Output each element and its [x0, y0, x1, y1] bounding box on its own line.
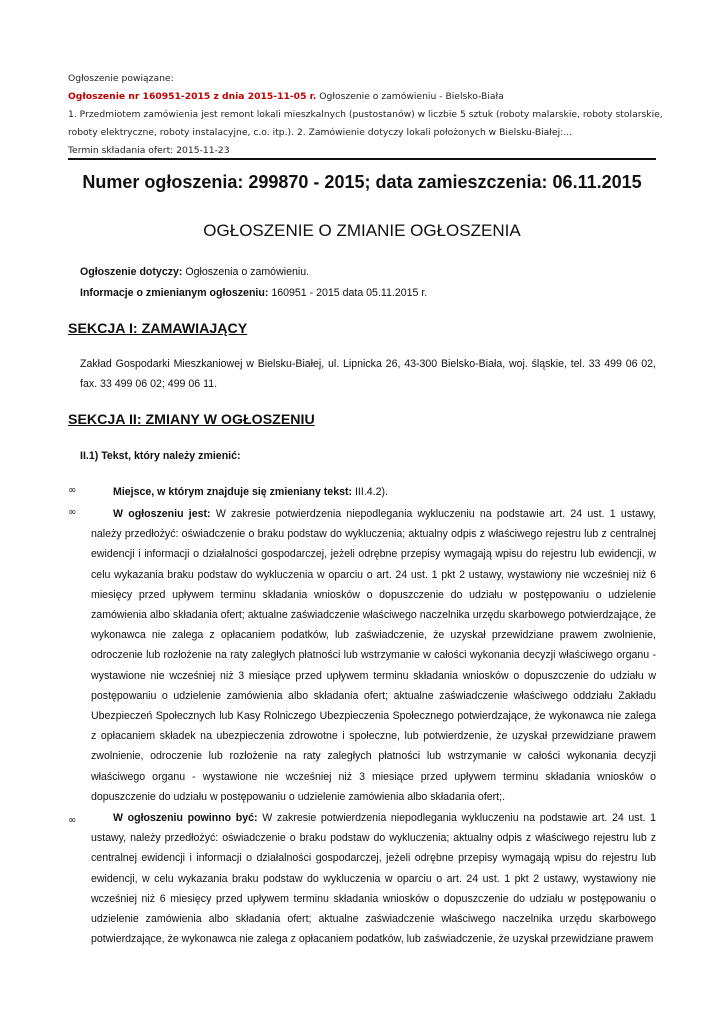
divider-line: [68, 158, 656, 160]
changed-notice-info: [80, 287, 427, 299]
bullet-icon: ∞: [68, 485, 77, 496]
change-place-value: III.4.2).: [352, 486, 388, 498]
notice-concerns-label: Ogłoszenie dotyczy:: [80, 266, 183, 278]
section-2-title: SEKCJA II: ZMIANY W OGŁOSZENIU: [68, 412, 315, 428]
new-text-paragraph: [91, 808, 656, 949]
changed-notice-info-label: Informacje o zmienianym ogłoszeniu:: [80, 287, 269, 299]
page-title: OGŁOSZENIE O ZMIANIE OGŁOSZENIA: [203, 221, 521, 240]
current-text: W zakresie potwierdzenia niepodlegania wykluczeniu na podstawie art. 24 ust. 1 ustawy, należy przedłożyć: oświadczenie o braku podstaw do wykluczenia; aktualny odpis z właściwego rejestru lub z centralnej ewidencji i informacji o działalności gospodarczej, jeżeli odrębne przepisy wymagają wpisu do rejestru lub ewidencji, w celu wykazania braku podstaw do wykluczenia w oparciu o art. 24 ust. 1 pkt 2 ustawy, wystawiony nie wcześniej niż 6 miesięcy przed upływem terminu składania wniosków o dopuszczenie do udziału w postępowaniu o udzielenie zamówienia albo składania ofert; aktualne zaświadczenie właściwego naczelnika urzędu skarbowego potwierdzające, że wykonawca nie zalega z opłacaniem podatków, lub zaświadczenie, że uzyskał przewidziane prawem zwolnienie, odroczenie lub rozłożenie na raty zaległych płatności lub wstrzymanie w całości wykonania decyzji właściwego organu - wystawione nie wcześniej niż 3 miesiące przed upływem terminu składania wniosków o dopuszczenie do udziału w postępowaniu o udzielenie zamówienia albo składania ofert; aktualne zaświadczenie właściwego oddziału Zakładu Ubezpieczeń Społecznych lub Kasy Rolniczego Ubezpieczenia Społecznego potwierdzające, że wykonawca nie zalega z opłacaniem składek na ubezpieczenia zdrowotne i społeczne, lub potwierdzenie, że uzyskał przewidziane prawem zwolnienie, odroczenie lub rozłożenie na raty zaległych płatności lub wstrzymanie w całości wykonania decyzji właściwego organu - wystawione nie wcześniej niż 3 miesiące przed upływem terminu składania wniosków o dopuszczenie do udziału w postępowaniu o udzielenie zamówienia albo składania ofert;.: [91, 508, 656, 803]
related-link-suffix: Ogłoszenie o zamówieniu - Bielsko-Biała: [316, 91, 504, 102]
related-notice-link[interactable]: Ogłoszenie nr 160951-2015 z dnia 2015-11-05 r.: [68, 91, 317, 102]
section-1-title: SEKCJA I: ZAMAWIAJĄCY: [68, 321, 248, 337]
related-description-line-1: 1. Przedmiotem zamówienia jest remont lokali mieszkalnych (pustostanów) w liczbie 5 sztuk (roboty malarskie, roboty stolarskie,: [68, 109, 663, 120]
related-deadline: Termin składania ofert: 2015-11-23: [68, 145, 230, 156]
section-2-subheading: II.1) Tekst, który należy zmienić:: [80, 450, 241, 462]
related-notice: [68, 70, 668, 160]
new-text: W zakresie potwierdzenia niepodlegania wykluczeniu na podstawie art. 24 ust. 1 ustawy, należy przedłożyć: oświadczenie o braku podstaw do wykluczenia; aktualny odpis z właściwego rejestru lub z centralnej ewidencji i informacji o działalności gospodarczej, jeżeli odrębne przepisy wymagają wpisu do rejestru lub ewidencji, w celu wykazania braku podstaw do wykluczenia w oparciu o art. 24 ust. 1 pkt 2 ustawy, wystawiony nie wcześniej niż 6 miesięcy przed upływem terminu składania wniosków o dopuszczenie do udziału w postępowaniu o udzielenie zamówienia albo składania ofert; aktualne zaświadczenie właściwego naczelnika urzędu skarbowego potwierdzające, że wykonawca nie zalega z opłacaniem podatków, lub zaświadczenie, że uzyskał przewidziane prawem: [91, 812, 656, 946]
notice-number-heading: Numer ogłoszenia: 299870 - 2015; data zamieszczenia: 06.11.2015: [82, 172, 642, 192]
change-place-label: Miejsce, w którym znajduje się zmieniany tekst:: [113, 486, 353, 498]
notice-concerns: [80, 266, 309, 278]
change-place: [113, 482, 656, 502]
related-label: Ogłoszenie powiązane:: [68, 73, 174, 84]
related-link-line: [68, 88, 668, 106]
new-text-label: W ogłoszeniu powinno być:: [113, 812, 258, 824]
current-text-paragraph: [91, 504, 656, 807]
bullet-icon: ∞: [68, 507, 77, 518]
bullet-icon: ∞: [68, 815, 77, 826]
related-description-line-2: roboty elektryczne, roboty instalacyjne, c.o. itp.). 2. Zamówienie dotyczy lokali położonych w Bielsku-Białej:...: [68, 127, 572, 138]
section-1-text: Zakład Gospodarki Mieszkaniowej w Bielsku-Białej, ul. Lipnicka 26, 43-300 Bielsko-Biała, woj. śląskie, tel. 33 499 06 02, fax. 33 499 06 02; 499 06 11.: [80, 358, 656, 391]
notice-concerns-value: Ogłoszenia o zamówieniu.: [182, 266, 310, 278]
current-text-label: W ogłoszeniu jest:: [113, 508, 211, 520]
changed-notice-info-value: 160951 - 2015 data 05.11.2015 r.: [268, 287, 428, 299]
